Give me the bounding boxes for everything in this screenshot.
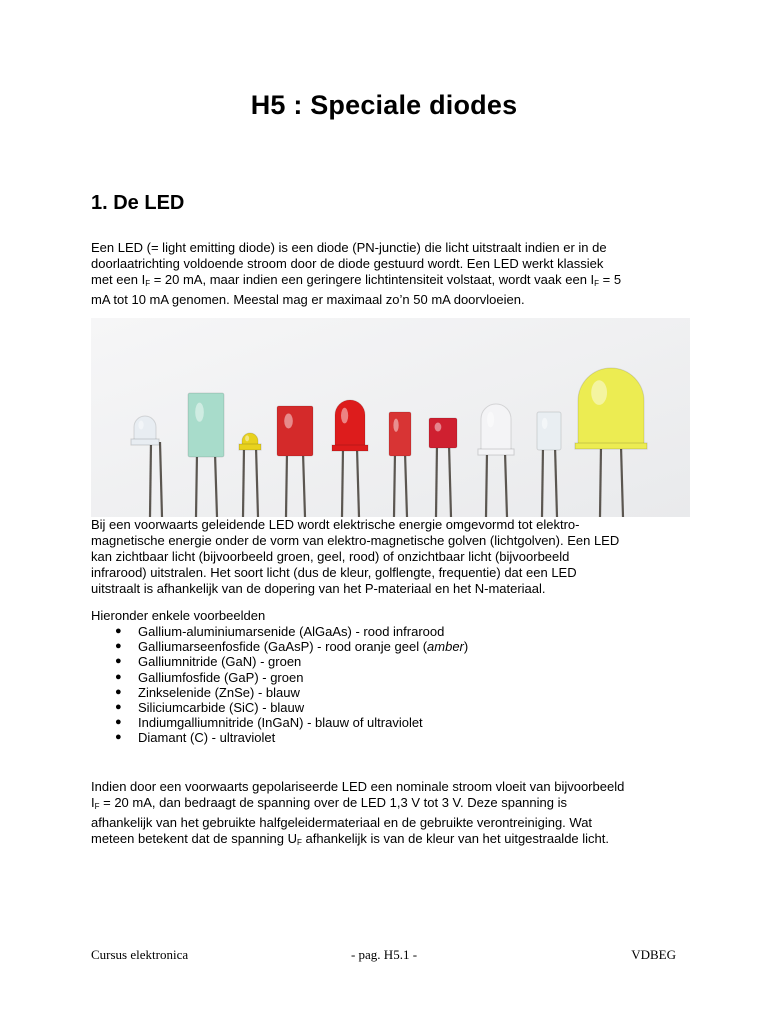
bullet-icon: ● bbox=[115, 685, 122, 698]
led-highlight bbox=[284, 414, 293, 429]
led-highlight bbox=[195, 403, 204, 422]
led-lead bbox=[196, 453, 197, 517]
voltage-line bbox=[91, 815, 691, 831]
energy-line bbox=[91, 565, 691, 581]
led-photo bbox=[91, 318, 690, 517]
led-body bbox=[481, 404, 511, 450]
text-run: met een I bbox=[91, 272, 146, 287]
bullet-icon: ● bbox=[115, 655, 122, 668]
led-flange bbox=[575, 443, 647, 449]
text-run: doorlaatrichting voldoende stroom door de diode gestuurd wordt. Een LED werkt klassiek bbox=[91, 256, 604, 271]
text-run: afhankelijk is van de kleur van het uitgestraalde licht. bbox=[301, 831, 609, 846]
led-flange bbox=[131, 439, 159, 445]
text-run: magnetische energie onder de vorm van elektro-magnetische golven (lichtgolven). Een LED bbox=[91, 533, 620, 548]
led-lead bbox=[600, 446, 601, 517]
intro-line bbox=[91, 272, 691, 292]
bullet-icon: ● bbox=[115, 670, 122, 683]
list-item bbox=[91, 654, 468, 669]
item-text: Indiumgalliumnitride (InGaN) - blauw of ultraviolet bbox=[138, 715, 423, 731]
footer-page-number: - pag. H5.1 - bbox=[350, 947, 418, 962]
led-highlight bbox=[435, 423, 442, 432]
item-text: Galliumarseenfosfide (GaAsP) - rood oranje geel ( bbox=[138, 639, 428, 655]
bullet-icon: ● bbox=[115, 640, 122, 653]
list-item bbox=[91, 715, 468, 730]
intro-line bbox=[91, 256, 691, 272]
energy-paragraph bbox=[91, 517, 691, 597]
led-highlight bbox=[393, 419, 398, 432]
led-body bbox=[188, 393, 224, 457]
energy-line bbox=[91, 581, 691, 597]
text-run: = 20 mA, maar indien een geringere lichtintensiteit volstaat, wordt vaak een I bbox=[150, 272, 595, 287]
led-flange bbox=[239, 444, 261, 450]
led-lead bbox=[150, 442, 151, 517]
text-run: kan zichtbaar licht (bijvoorbeeld groen, geel, rood) of onzichtbaar licht (bijvoorbeeld bbox=[91, 549, 570, 564]
intro-line bbox=[91, 240, 691, 256]
led-lead bbox=[342, 448, 343, 517]
led-highlight bbox=[591, 380, 607, 405]
text-run: = 5 bbox=[599, 272, 622, 287]
bullet-icon: ● bbox=[115, 731, 122, 744]
text-run: Indien door een voorwaarts gepolariseerde LED een nominale stroom vloeit van bijvoorbeeld bbox=[91, 779, 625, 794]
led-highlight bbox=[542, 418, 548, 429]
led-lead bbox=[394, 452, 395, 517]
item-text: Zinkselenide (ZnSe) - blauw bbox=[138, 684, 300, 700]
led-body bbox=[134, 416, 156, 440]
energy-line bbox=[91, 549, 691, 565]
voltage-line bbox=[91, 831, 691, 851]
list-item bbox=[91, 730, 468, 745]
text-run: Een LED (= light emitting diode) is een diode (PN-junctie) die licht uitstraalt indien er in de bbox=[91, 240, 607, 255]
led-body bbox=[389, 412, 411, 456]
text-run: = 20 mA, dan bedraagt de spanning over de LED 1,3 V tot 3 V. Deze spanning is bbox=[99, 795, 567, 810]
led-lead bbox=[486, 452, 487, 517]
item-text-end: ) bbox=[463, 639, 469, 655]
section-heading: 1. De LED bbox=[91, 192, 185, 214]
led-lead bbox=[286, 452, 287, 517]
led-body bbox=[578, 368, 644, 444]
item-italic: amber bbox=[427, 639, 464, 655]
subscript-f: F bbox=[594, 279, 600, 288]
intro-paragraph bbox=[91, 240, 691, 308]
led-lead bbox=[243, 447, 244, 517]
text-run: afhankelijk van het gebruikte halfgeleidermateriaal en de gebruikte verontreiniging. Wat bbox=[91, 815, 593, 830]
led-flange bbox=[478, 449, 514, 455]
voltage-line bbox=[91, 795, 691, 815]
led-lead bbox=[436, 444, 437, 517]
item-text: Gallium-aluminiumarsenide (AlGaAs) - rood infrarood bbox=[138, 624, 445, 639]
list-item bbox=[91, 685, 468, 700]
led-body bbox=[242, 433, 258, 445]
led-body bbox=[429, 418, 457, 448]
list-item bbox=[91, 700, 468, 715]
led-illustration bbox=[91, 318, 690, 517]
led-highlight bbox=[487, 412, 494, 428]
examples-intro: Hieronder enkele voorbeelden bbox=[91, 608, 266, 623]
energy-line bbox=[91, 533, 691, 549]
item-text: Diamant (C) - ultraviolet bbox=[138, 730, 276, 746]
energy-line bbox=[91, 517, 691, 533]
bullet-icon: ● bbox=[115, 701, 122, 714]
led-highlight bbox=[245, 435, 249, 441]
subscript-f: F bbox=[145, 279, 151, 288]
led-lead bbox=[542, 446, 543, 517]
text-run: I bbox=[91, 795, 95, 810]
text-run: uitstraalt is afhankelijk van de dopering van het P-materiaal en het N-materiaal. bbox=[91, 581, 546, 596]
list-item bbox=[91, 670, 468, 685]
led-flange bbox=[332, 445, 368, 451]
intro-line bbox=[91, 292, 691, 308]
list-item bbox=[91, 639, 468, 654]
text-run: infrarood) uitstralen. Het soort licht (dus de kleur, golflengte, frequentie) dat een LED bbox=[91, 565, 577, 580]
list-item bbox=[91, 624, 468, 639]
led-body bbox=[537, 412, 561, 450]
text-run: meteen betekent dat de spanning U bbox=[91, 831, 297, 846]
item-text: Galliumnitride (GaN) - groen bbox=[138, 654, 302, 670]
led-body bbox=[335, 400, 365, 446]
led-highlight bbox=[138, 421, 143, 430]
page-title: H5 : Speciale diodes bbox=[250, 90, 518, 120]
footer-author: VDBEG bbox=[631, 947, 676, 962]
item-text: Galliumfosfide (GaP) - groen bbox=[138, 669, 304, 685]
text-run: Bij een voorwaarts geleidende LED wordt elektrische energie omgevormd tot elektro- bbox=[91, 517, 580, 532]
subscript-f: F bbox=[296, 838, 302, 847]
led-highlight bbox=[341, 408, 348, 424]
subscript-f: F bbox=[94, 802, 100, 811]
led-body bbox=[277, 406, 313, 456]
text-run: mA tot 10 mA genomen. Meestal mag er maximaal zo’n 50 mA doorvloeien. bbox=[91, 292, 525, 307]
item-text: Siliciumcarbide (SiC) - blauw bbox=[138, 700, 305, 716]
materials-list bbox=[91, 624, 468, 746]
voltage-paragraph bbox=[91, 779, 691, 851]
voltage-line bbox=[91, 779, 691, 795]
bullet-icon: ● bbox=[115, 716, 122, 729]
bullet-icon: ● bbox=[115, 625, 122, 637]
footer-course: Cursus elektronica bbox=[91, 947, 189, 962]
